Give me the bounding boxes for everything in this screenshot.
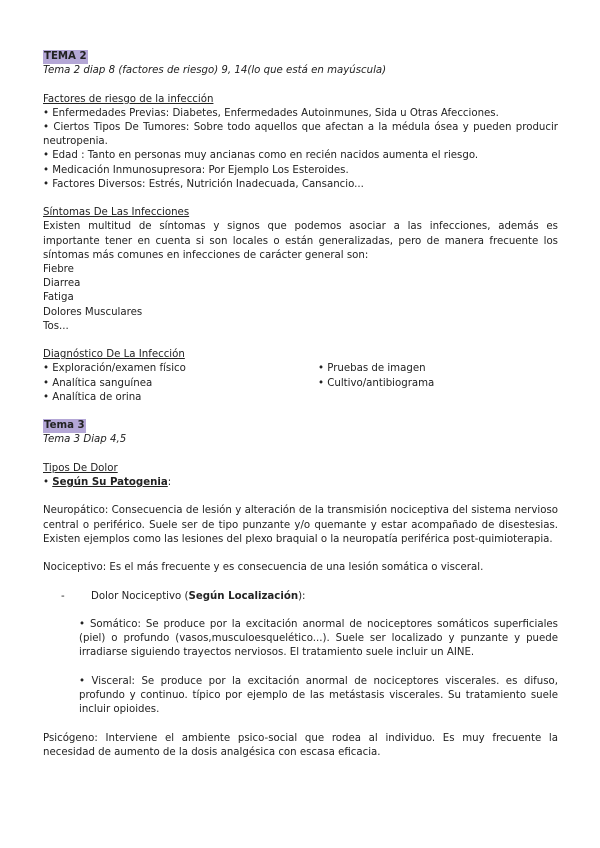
factores-title: Factores de riesgo de la infección xyxy=(43,93,214,105)
sintomas-title: Síntomas De Las Infecciones xyxy=(43,207,190,219)
sintoma-item: Dolores Musculares xyxy=(43,306,143,318)
diagnostico-item: • Analítica sanguínea xyxy=(43,377,153,389)
factores-item: • Factores Diversos: Estrés, Nutrición Inadecuada, Cansancio... xyxy=(43,178,364,190)
bullet: • xyxy=(43,477,53,489)
diagnostico-title: Diagnóstico De La Infección xyxy=(43,349,185,361)
sintoma-item: Tos... xyxy=(43,320,69,332)
psicogeno-paragraph: Psicógeno: Interviene el ambiente psico-social que rodea al individuo. Es muy frecuente la necesidad de aumento de la dosis analgésica con escasa eficacia. xyxy=(43,732,558,758)
somatico-paragraph: • Somático: Se produce por la excitación anormal de nociceptores somáticos superficiales (piel) o profundo (vasos,musculoesquelético...). Suele ser localizado y punzante y puede irradiarse siguiendo trayectos nerviosos. El tratamiento suele incluir un AINE. xyxy=(79,618,558,659)
sintoma-item: Fatiga xyxy=(43,292,74,304)
diagnostico-item: • Exploración/examen físico xyxy=(43,363,186,375)
nociceptivo-item-text xyxy=(91,590,306,604)
tema3-heading: Tema 3 xyxy=(43,419,86,433)
patogenia-label: Según Su Patogenia xyxy=(52,477,168,489)
factores-item: • Edad : Tanto en personas muy ancianas como en recién nacidos aumenta el riesgo. xyxy=(43,150,479,162)
localizacion-label: Según Localización xyxy=(188,590,299,602)
item-prefix: Dolor Nociceptivo ( xyxy=(91,590,189,602)
sintoma-item: Diarrea xyxy=(43,278,81,290)
diagnostico-item: • Analítica de orina xyxy=(43,391,142,403)
tema2-heading: TEMA 2 xyxy=(43,50,88,64)
diagnostico-item: • Pruebas de imagen xyxy=(318,363,426,375)
diagnostico-columns xyxy=(43,362,558,405)
sintomas-intro: Existen multitud de síntomas y signos que podemos asociar a las infecciones, además es importante tener en cuenta si son locales o están generalizadas, pero de manera frecuente los síntomas más comunes en infecciones de carácter general son: xyxy=(43,221,558,261)
tema2-reference: Tema 2 diap 8 (factores de riesgo) 9, 14(lo que está en mayúscula) xyxy=(43,65,387,77)
colon: : xyxy=(167,477,172,489)
visceral-paragraph: • Visceral: Se produce por la excitación anormal de nociceptores viscerales. es difuso, profundo y continuo. típico por ejemplo de las metástasis viscerales. Su tratamiento suele incluir opioides. xyxy=(79,675,558,716)
diagnostico-item: • Cultivo/antibiograma xyxy=(318,377,435,389)
factores-item: • Medicación Inmunosupresora: Por Ejemplo Los Esteroides. xyxy=(43,164,349,176)
nociceptivo-list-item xyxy=(61,590,558,604)
factores-item: • Ciertos Tipos De Tumores: Sobre todo aquellos que afectan a la médula ósea y pueden producir neutropenia. xyxy=(43,122,558,148)
diagnostico-left-column xyxy=(43,362,318,405)
dash-marker: - xyxy=(61,590,65,602)
neuropatico-paragraph: Neuropático: Consecuencia de lesión y alteración de la transmisión nociceptiva del sistema nervioso central o periférico. Suele ser de tipo punzante y/o quemante y estar acompañado de disestesias. Existen ejemplos como las lesiones del plexo braquial o la neuropatía periférica post-quimioterapia. xyxy=(43,505,558,545)
patogenia-line xyxy=(43,476,558,490)
nociceptivo-paragraph: Nociceptivo: Es el más frecuente y es consecuencia de una lesión somática o visceral. xyxy=(43,562,484,574)
tema3-reference: Tema 3 Diap 4,5 xyxy=(43,434,127,446)
diagnostico-right-column xyxy=(318,362,558,405)
item-suffix: ): xyxy=(298,590,306,602)
dolor-title: Tipos De Dolor xyxy=(43,462,118,474)
sintoma-item: Fiebre xyxy=(43,264,74,276)
factores-item: • Enfermedades Previas: Diabetes, Enfermedades Autoinmunes, Sida u Otras Afecciones. xyxy=(43,107,499,119)
document-page xyxy=(43,50,558,760)
